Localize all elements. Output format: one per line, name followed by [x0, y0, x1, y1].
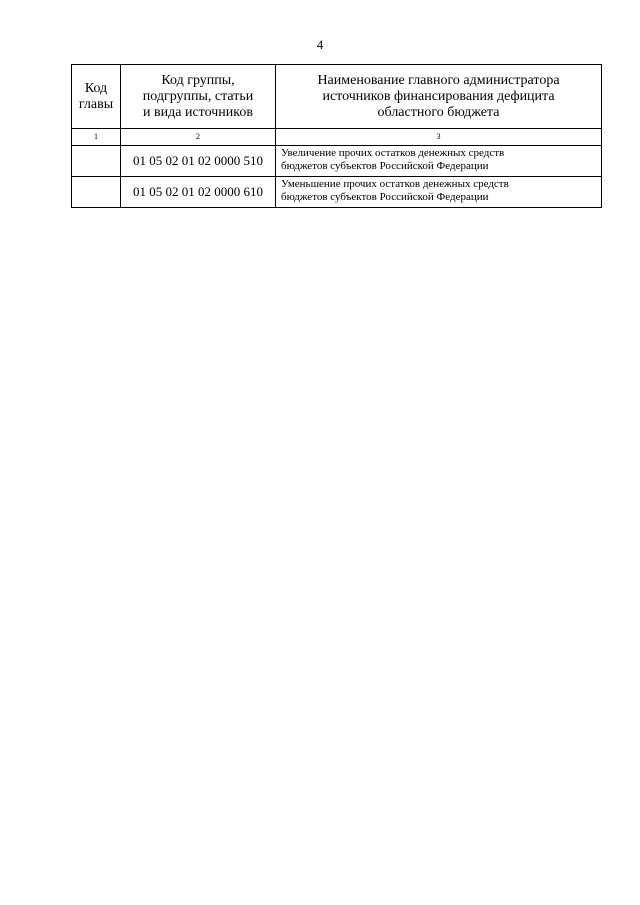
source-name-cell: Увеличение прочих остатков денежных средств бюджетов субъектов Российской Федерации	[276, 146, 602, 177]
source-code-cell: 01 05 02 01 02 0000 610	[121, 177, 276, 208]
column-number-3: 3	[276, 129, 602, 146]
chapter-code-cell	[72, 177, 121, 208]
column-number-1: 1	[72, 129, 121, 146]
table-row	[72, 146, 602, 177]
table-header-row	[72, 65, 602, 129]
source-code-cell: 01 05 02 01 02 0000 510	[121, 146, 276, 177]
column-number-2: 2	[121, 129, 276, 146]
header-source-code: Код группы, подгруппы, статьи и вида источников	[121, 65, 276, 129]
column-number-row	[72, 129, 602, 146]
source-name-cell: Уменьшение прочих остатков денежных средств бюджетов субъектов Российской Федерации	[276, 177, 602, 208]
page-number: 4	[316, 37, 324, 52]
budget-sources-table	[71, 64, 602, 208]
header-chapter-code: Код главы	[72, 65, 121, 129]
table-row	[72, 177, 602, 208]
chapter-code-cell	[72, 146, 121, 177]
header-administrator-name: Наименование главного администратора источников финансирования дефицита областного бюджета	[276, 65, 602, 129]
